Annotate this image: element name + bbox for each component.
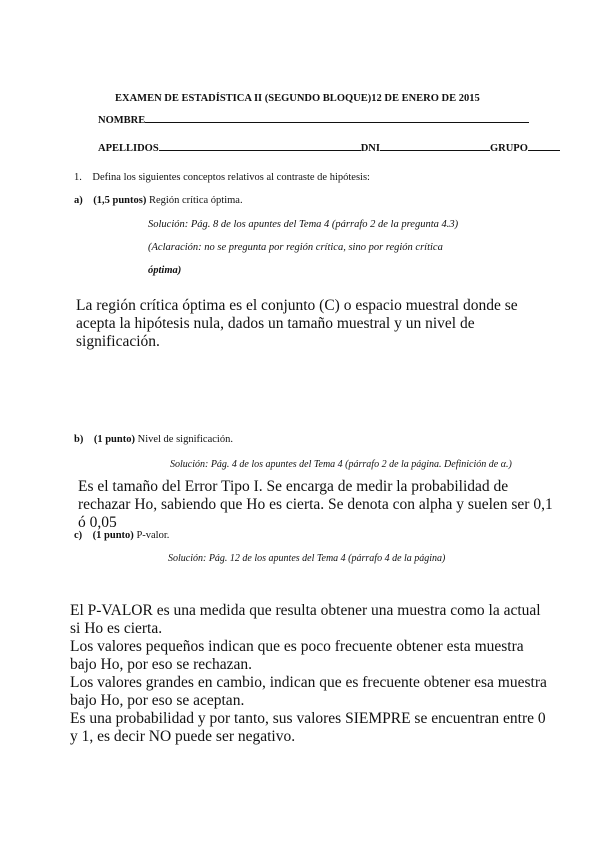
question-number: 1. [74, 172, 82, 183]
question-text: Defina los siguientes conceptos relativos al contraste de hipótesis: [92, 172, 370, 183]
part-a-answer: La región crítica óptima es el conjunto (C) o espacio muestral donde se acepta la hipótesis nula, dados un tamaño muestral y un nivel de significación. [76, 297, 518, 350]
part-c-answer-line: El P-VALOR es una medida que resulta obtener una muestra como la actual si Ho es cierta. [70, 602, 541, 637]
part-b-letter: b) [74, 434, 84, 445]
part-a-heading [74, 195, 243, 206]
apellidos-label: APELLIDOS [98, 143, 159, 154]
part-a-clarification-1: (Aclaración: no se pregunta por región crítica, sino por región crítica [148, 242, 443, 253]
apellidos-field-line [159, 149, 361, 151]
part-c-heading [74, 530, 169, 541]
part-a-text: Región crítica óptima. [148, 195, 243, 206]
dni-field-line [380, 149, 490, 151]
part-a-solution: Solución: Pág. 8 de los apuntes del Tema 4 (párrafo 2 de la pregunta 4.3) [148, 219, 459, 230]
part-c-text: P-valor. [136, 530, 170, 541]
part-b-solution: Solución: Pág. 4 de los apuntes del Tema 4 (párrafo 2 de la página. Definición de α.) [170, 459, 512, 470]
part-a-points: (1,5 puntos) [93, 195, 147, 206]
part-c-answer-line: Los valores pequeños indican que es poco frecuente obtener esta muestra bajo Ho, por eso se rechazan. [70, 638, 524, 673]
part-c-letter: c) [74, 530, 83, 541]
part-b-points: (1 punto) [93, 434, 135, 445]
part-b-heading [74, 434, 233, 445]
apellidos-row [98, 143, 560, 154]
part-a-letter: a) [74, 195, 83, 206]
part-b-text: Nivel de significación. [137, 434, 233, 445]
dni-label: DNI [360, 143, 380, 154]
part-c-answer-line: Es una probabilidad y por tanto, sus valores SIEMPRE se encuentran entre 0 y 1, es decir NO puede ser negativo. [70, 710, 546, 745]
nombre-field-line [145, 121, 529, 123]
nombre-row [98, 115, 529, 126]
part-c-solution: Solución: Pág. 12 de los apuntes del Tema 4 (párrafo 4 de la página) [168, 553, 446, 564]
part-b-answer: Es el tamaño del Error Tipo I. Se encarga de medir la probabilidad de rechazar Ho, sabiendo que Ho es cierta. Se denota con alpha y suelen ser 0,1 ó 0,05 [78, 478, 553, 531]
grupo-field-line [528, 149, 560, 151]
question-1 [74, 172, 370, 183]
nombre-label: NOMBRE [98, 115, 146, 126]
grupo-label: GRUPO [489, 143, 528, 154]
part-c-answer-line: Los valores grandes en cambio, indican que es frecuente obtener esa muestra bajo Ho, por eso se aceptan. [70, 674, 547, 709]
part-c-points: (1 punto) [92, 530, 134, 541]
part-a-clarification-2: óptima) [148, 265, 182, 276]
part-c-answer [70, 602, 550, 746]
exam-title: EXAMEN DE ESTADÍSTICA II (SEGUNDO BLOQUE)12 DE ENERO DE 2015 [115, 93, 480, 104]
